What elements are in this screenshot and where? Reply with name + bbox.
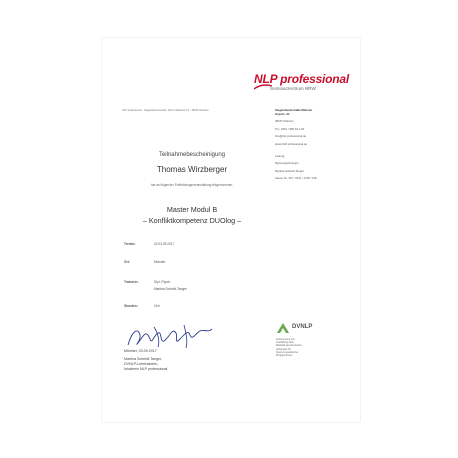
dvnlp-info-line: Anerkennung von <box>276 338 295 341</box>
trainer-name: Martina Scheidt-Tanger <box>154 287 187 291</box>
dvnlp-info-line: Verbandes für <box>276 347 291 351</box>
sidebar-line: Martina Scheidt-Tanger <box>275 168 304 173</box>
place-label: Ort: <box>124 260 130 264</box>
signer-role-1: DVNLP-Lehrtrainerin, <box>124 362 159 366</box>
sidebar-line: www.NLP-professional.de <box>275 141 308 146</box>
sidebar-line: Info@nlp-professional.de <box>275 134 307 139</box>
dvnlp-info-line: Neuro-Linguistisches <box>276 350 299 354</box>
course-title: Master Modul B <box>166 205 218 214</box>
dvnlp-info-line: Maßstab des Deutschen <box>276 344 302 348</box>
sidebar-line: Tel.: 0251 / 980 63 1 60 <box>275 126 305 131</box>
place-value: Münster <box>154 260 166 264</box>
signature-block <box>124 349 254 372</box>
dvnlp-info-line: Programmieren <box>276 354 293 358</box>
sidebar-line: Gripsin. 24 <box>275 111 290 116</box>
sidebar-line: Steuer Nr. 337 / 5111 / 1745 / 145 <box>275 176 317 181</box>
certificate-page <box>102 38 360 422</box>
participant-name: Thomas Wirzberger <box>156 165 228 174</box>
sidebar-line: Siegelsbaumstraße Münster <box>275 108 313 112</box>
dvnlp-accreditation-text <box>276 338 324 357</box>
trainer-label: Trainerin: <box>124 280 139 284</box>
sidebar-line: Diplompsychologin <box>275 161 299 166</box>
course-subtitle: – Konfliktkompetenz DUOlog – <box>142 216 242 225</box>
contact-sidebar <box>275 109 335 181</box>
signature-place-date: Münster, 03.09.2017 <box>124 349 157 353</box>
logo-brand: NLP professional <box>254 72 350 86</box>
nlp-professional-logo <box>254 72 350 94</box>
date-value: 02.03.09.2017 <box>154 242 175 246</box>
date-label: Termin: <box>124 242 136 246</box>
sidebar-line: 48157 Münster <box>275 119 294 124</box>
sender-address-line: NLP professional · Siegelsbaumstraße, Wurst Weltpark 19 · 48155 Münster <box>122 109 209 112</box>
participation-statement: hat an folgender Fortbildungsveranstaltung teilgenommen. <box>150 183 234 187</box>
dvnlp-brand: DVNLP <box>292 324 313 330</box>
dvnlp-logo <box>276 322 316 334</box>
dvnlp-info-line: Ausbildung nach <box>276 341 294 345</box>
trainer-title: Dipl.-Psych. <box>154 280 172 284</box>
certificate-title: Teilnahmebescheinigung <box>158 152 226 158</box>
signer-name: Martina Scheidt-Tanger, <box>124 357 162 361</box>
sidebar-line: Leitung: <box>275 153 285 158</box>
hours-value: 16 h <box>154 304 161 308</box>
dvnlp-emblem-icon <box>276 322 290 334</box>
handwritten-signature <box>124 321 216 351</box>
hours-label: Stunden: <box>124 304 138 308</box>
logo-tagline: Seminarzentrum NRW <box>270 86 316 91</box>
signer-role-2: Inhaberin NLP professional <box>124 367 168 371</box>
